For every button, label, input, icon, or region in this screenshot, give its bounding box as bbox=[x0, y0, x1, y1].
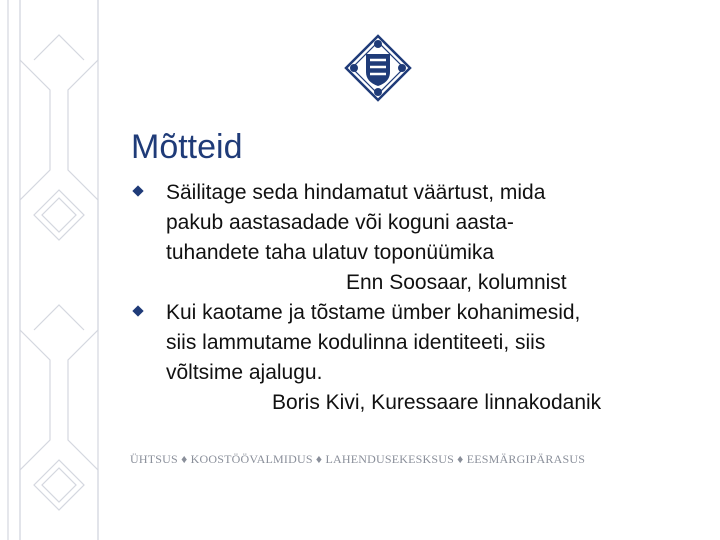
bullet-list bbox=[132, 178, 692, 418]
quote-line: tuhandete taha ulatuv toponüümika bbox=[166, 241, 495, 264]
quote-author: Enn Soosaar, kolumnist bbox=[346, 271, 567, 294]
quote-line: siis lammutame kodulinna identiteeti, siis bbox=[166, 331, 546, 354]
coat-of-arms-emblem-icon bbox=[344, 34, 412, 102]
quote-line: Kui kaotame ja tõstame ümber kohanimesid, bbox=[166, 301, 581, 324]
quote-author: Boris Kivi, Kuressaare linnakodanik bbox=[272, 391, 602, 414]
quote-line: Säilitage seda hindamatut väärtust, mida bbox=[166, 181, 546, 204]
slide-title: Mõtteid bbox=[131, 128, 243, 166]
quote-line: pakub aastasadade või koguni aasta- bbox=[166, 211, 514, 234]
bullet-item bbox=[132, 178, 692, 298]
diamond-bullet-icon bbox=[132, 305, 143, 316]
bullet-item bbox=[132, 298, 692, 418]
decorative-border-ornament bbox=[0, 0, 110, 540]
quote-line: võltsime ajalugu. bbox=[166, 361, 323, 384]
footer-values: ÜHTSUS ♦ KOOSTÖÖVALMIDUS ♦ LAHENDUSEKESKSUS ♦ EESMÄRGIPÄRASUS bbox=[130, 452, 586, 466]
diamond-bullet-icon bbox=[132, 185, 143, 196]
